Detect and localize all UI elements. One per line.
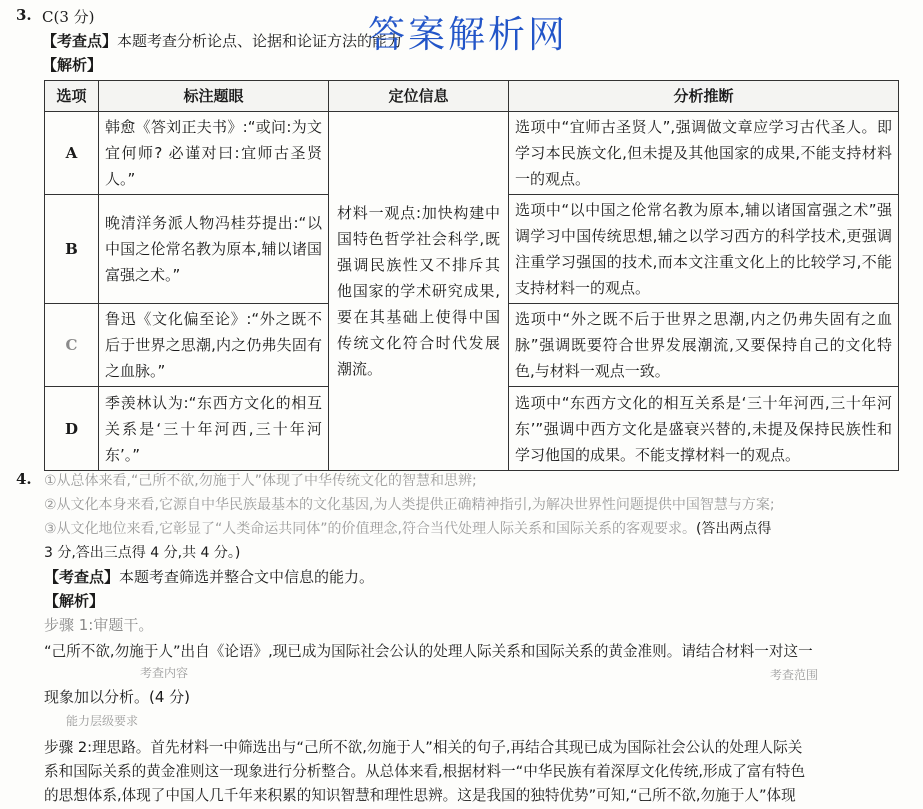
header-analysis: 分析推断 <box>509 81 899 112</box>
header-marked: 标注题眼 <box>99 81 329 112</box>
option-c: C <box>45 304 99 387</box>
q4-point-2: ②从文化本身来看,它源自中华民族最基本的文化基因,为人类提供正确精神指引,为解决世界性问题提供中国智慧与方案; <box>44 497 775 513</box>
analysis-b: 选项中“以中国之伦常名教为原本,辅以诸国富强之术”强调学习中国传统思想,辅之以学习西方的科学技术,更强调注重学习强国的技术,而本文注重文化上的比较学习,不能支持材料一的观点。 <box>515 201 892 297</box>
exam-point-label: 【考查点】 <box>42 32 118 50</box>
marked-d: 季羡林认为:“东西方文化的相互关系是‘三十年河西,三十年河东’。” <box>99 387 329 471</box>
q3-analysis-label: 【解析】 <box>42 56 103 74</box>
analysis-d: 选项中“东西方文化的相互关系是‘三十年河西,三十年河东’”强调中西方文化是盛衰兴替的,未提及保持民族性和学习他国的成果。不能支撑材料一的观点。 <box>515 393 892 464</box>
locate-info: 材料一观点:加快构建中国特色哲学社会科学,既强调民族性又不排斥其他国家的学术研究成果,要在其基础上使得中国传统文化符合时代发展潮流。 <box>329 112 509 471</box>
step2-line-3: 的思想体系,体现了中国人几千年来积累的知识智慧和理性思辨。这是我国的独特优势”可知,“己所不欲,勿施于人”体现 <box>44 787 796 804</box>
marked-c: 鲁迅《文化偏至论》:“外之既不后于世界之思潮,内之仍弗失固有之血脉。” <box>99 304 329 387</box>
q3-exam-point <box>42 30 402 51</box>
marked-a: 韩愈《答刘正夫书》:“或问:为文宜何师? 必谨对曰:宜师古圣贤人。” <box>99 112 329 195</box>
header-locate: 定位信息 <box>329 81 509 112</box>
q4-scoring-a: (答出两点得 <box>695 521 772 537</box>
q3-answer: C(3 分) <box>42 8 95 26</box>
table-header-row <box>45 81 899 112</box>
analysis-table <box>44 80 899 471</box>
step2-line-1: 步骤 2:理思路。首先材料一中筛选出与“己所不欲,勿施于人”相关的句子,再结合其现已成为国际社会公认的处理人际关 <box>44 739 803 756</box>
analysis-c: 选项中“外之既不后于世界之思潮,内之仍弗失固有之血脉”强调既要符合世界发展潮流,又要保持自己的文化特色,与材料一观点一致。 <box>515 310 892 380</box>
table-row <box>45 112 899 195</box>
header-option: 选项 <box>45 81 99 112</box>
watermark: 答案解析网 <box>368 13 568 56</box>
analysis-b-cell <box>509 195 899 304</box>
q4-exam-point <box>44 566 374 587</box>
q4-point-3-line <box>44 518 771 538</box>
note-level: 能力层级要求 <box>66 714 139 728</box>
exam-point-label: 【考查点】 <box>44 568 120 586</box>
q4-point-1: ①从总体来看,“己所不欲,勿施于人”体现了中华传统文化的智慧和思辨; <box>44 473 477 489</box>
analysis-d-cell <box>509 387 899 471</box>
option-a: A <box>45 112 99 195</box>
q4-number: 4. <box>16 470 32 488</box>
exam-point-text: 本题考查筛选并整合文中信息的能力。 <box>119 568 375 586</box>
option-d: D <box>45 387 99 471</box>
analysis-c-cell <box>509 304 899 387</box>
q4-scoring-b: 3 分,答出三点得 4 分,共 4 分。) <box>44 545 241 561</box>
option-b: B <box>45 195 99 304</box>
step2-line-2: 系和国际关系的黄金准则这一现象进行分析整合。从总体来看,根据材料一“中华民族有着深厚文化传统,形成了富有特色 <box>44 763 806 780</box>
q3-number: 3. <box>16 6 32 24</box>
marked-b: 晚清洋务派人物冯桂芬提出:“以中国之伦常名教为原本,辅以诸国富强之术。” <box>99 195 329 304</box>
q4-point-3: ③从文化地位来看,它彰显了“人类命运共同体”的价值理念,符合当代处理人际关系和国际关系的客观要求。 <box>44 521 696 537</box>
step1-line-2: 现象加以分析。(4 分) <box>44 688 191 706</box>
analysis-a-cell <box>509 112 899 195</box>
note-content: 考查内容 <box>140 666 189 680</box>
step1-title: 步骤 1:审题干。 <box>44 616 154 634</box>
q4-analysis-label: 【解析】 <box>44 592 105 610</box>
exam-point-text: 本题考查分析论点、论据和论证方法的能力 <box>117 32 403 50</box>
note-scope: 考查范围 <box>770 668 819 682</box>
analysis-a: 选项中“宜师古圣贤人”,强调做文章应学习古代圣人。即学习本民族文化,但未提及其他国家的成果,不能支持材料一的观点。 <box>515 118 892 188</box>
step1-line-1: “己所不欲,勿施于人”出自《论语》,现已成为国际社会公认的处理人际关系和国际关系的黄金准则。请结合材料一对这一 <box>44 643 813 660</box>
